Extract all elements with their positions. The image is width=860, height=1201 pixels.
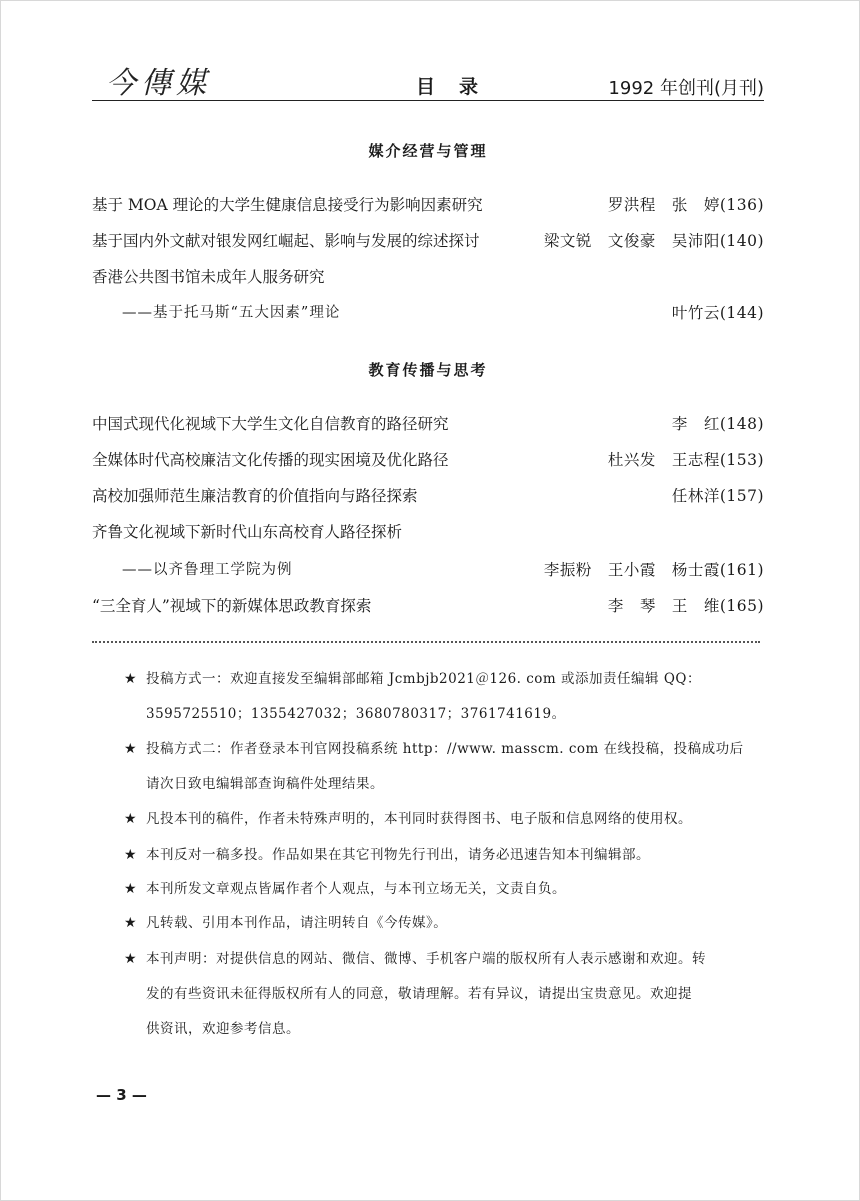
notice-line: 凡转载、引用本刊作品，请注明转自《今传媒》。 [146, 915, 448, 931]
toc-entry[interactable] [92, 594, 764, 618]
toc-entry-subtitle[interactable] [92, 558, 764, 582]
star-icon: ★ [124, 881, 137, 897]
star-icon: ★ [124, 951, 137, 967]
toc-entry-authors: 罗洪程 张 婷(136) [607, 196, 764, 214]
notice-line: 凡投本刊的稿件，作者未特殊声明的，本刊同时获得图书、电子版和信息网络的使用权。 [146, 811, 692, 827]
toc-entry-authors: 李振粉 王小霞 杨士霞(161) [543, 561, 764, 579]
notice-line: 本刊所发文章观点皆属作者个人观点，与本刊立场无关，文责自负。 [146, 881, 566, 897]
toc-entry-title: ——基于托马斯“五大因素”理论 [122, 305, 341, 321]
toc-entry-subtitle[interactable] [92, 301, 764, 325]
toc-entry[interactable] [92, 520, 764, 544]
toc-entry-title: ——以齐鲁理工学院为例 [122, 562, 293, 578]
toc-entry[interactable] [92, 265, 764, 289]
page-number: — 3 — [96, 1086, 147, 1104]
star-icon: ★ [124, 741, 137, 757]
dotted-divider [92, 641, 760, 643]
star-icon: ★ [124, 915, 137, 931]
notice-line: 请次日致电编辑部查询稿件处理结果。 [146, 776, 384, 792]
notice-line: 本刊声明：对提供信息的网站、微信、微博、手机客户端的版权所有人表示感谢和欢迎。转 [146, 951, 706, 967]
toc-entry-title: 香港公共图书馆未成年人服务研究 [92, 268, 325, 286]
toc-entry[interactable] [92, 229, 764, 253]
notice-line: 发的有些资讯未征得版权所有人的同意，敬请理解。若有异议，请提出宝贵意见。欢迎提 [146, 986, 692, 1002]
section-title-education: 教育传播与思考 [368, 361, 488, 379]
toc-entry-title: 高校加强师范生廉洁教育的价值指向与路径探索 [92, 487, 418, 505]
toc-entry-authors: 李 琴 王 维(165) [607, 597, 764, 615]
toc-entry-title: 中国式现代化视域下大学生文化自信教育的路径研究 [92, 415, 449, 433]
star-icon: ★ [124, 671, 137, 687]
toc-entry-title: 齐鲁文化视域下新时代山东高校育人路径探析 [92, 523, 403, 541]
toc-entry-title: 基于 MOA 理论的大学生健康信息接受行为影响因素研究 [92, 196, 483, 214]
toc-entry-authors: 梁文锐 文俊豪 吴沛阳(140) [543, 232, 764, 250]
notice-line: 本刊反对一稿多投。作品如果在其它刊物先行刊出，请务必迅速告知本刊编辑部。 [146, 847, 650, 863]
toc-entry-authors: 任林洋(157) [671, 487, 764, 505]
toc-entry-title: 全媒体时代高校廉洁文化传播的现实困境及优化路径 [92, 451, 449, 469]
toc-entry[interactable] [92, 412, 764, 436]
toc-entry[interactable] [92, 484, 764, 508]
notice-line: 供资讯，欢迎参考信息。 [146, 1021, 300, 1037]
star-icon: ★ [124, 811, 137, 827]
page-header [92, 58, 764, 101]
toc-entry[interactable] [92, 448, 764, 472]
toc-entry-authors: 李 红(148) [671, 415, 764, 433]
journal-info: 1992 年创刊(月刊) [608, 78, 764, 99]
notice-line: 投稿方式一：欢迎直接发至编辑部邮箱 Jcmbjb2021＠126. com 或添加责任编辑 QQ： [146, 671, 701, 687]
toc-entry-title: “三全育人”视域下的新媒体思政教育探索 [92, 597, 372, 615]
toc-entry-authors: 叶竹云(144) [671, 304, 764, 322]
toc-entry-title: 基于国内外文献对银发网红崛起、影响与发展的综述探讨 [92, 232, 480, 250]
section-title-media-management: 媒介经营与管理 [368, 142, 488, 160]
toc-title: 目录 [416, 76, 503, 98]
journal-logo: 今傳媒 [106, 66, 211, 101]
toc-entry-authors: 杜兴发 王志程(153) [607, 451, 764, 469]
notice-line: 投稿方式二：作者登录本刊官网投稿系统 http：//www. masscm. com 在线投稿，投稿成功后 [146, 741, 744, 757]
notice-line: 3595725510；1355427032；3680780317；3761741619。 [146, 706, 566, 722]
toc-entry[interactable] [92, 193, 764, 217]
star-icon: ★ [124, 847, 137, 863]
